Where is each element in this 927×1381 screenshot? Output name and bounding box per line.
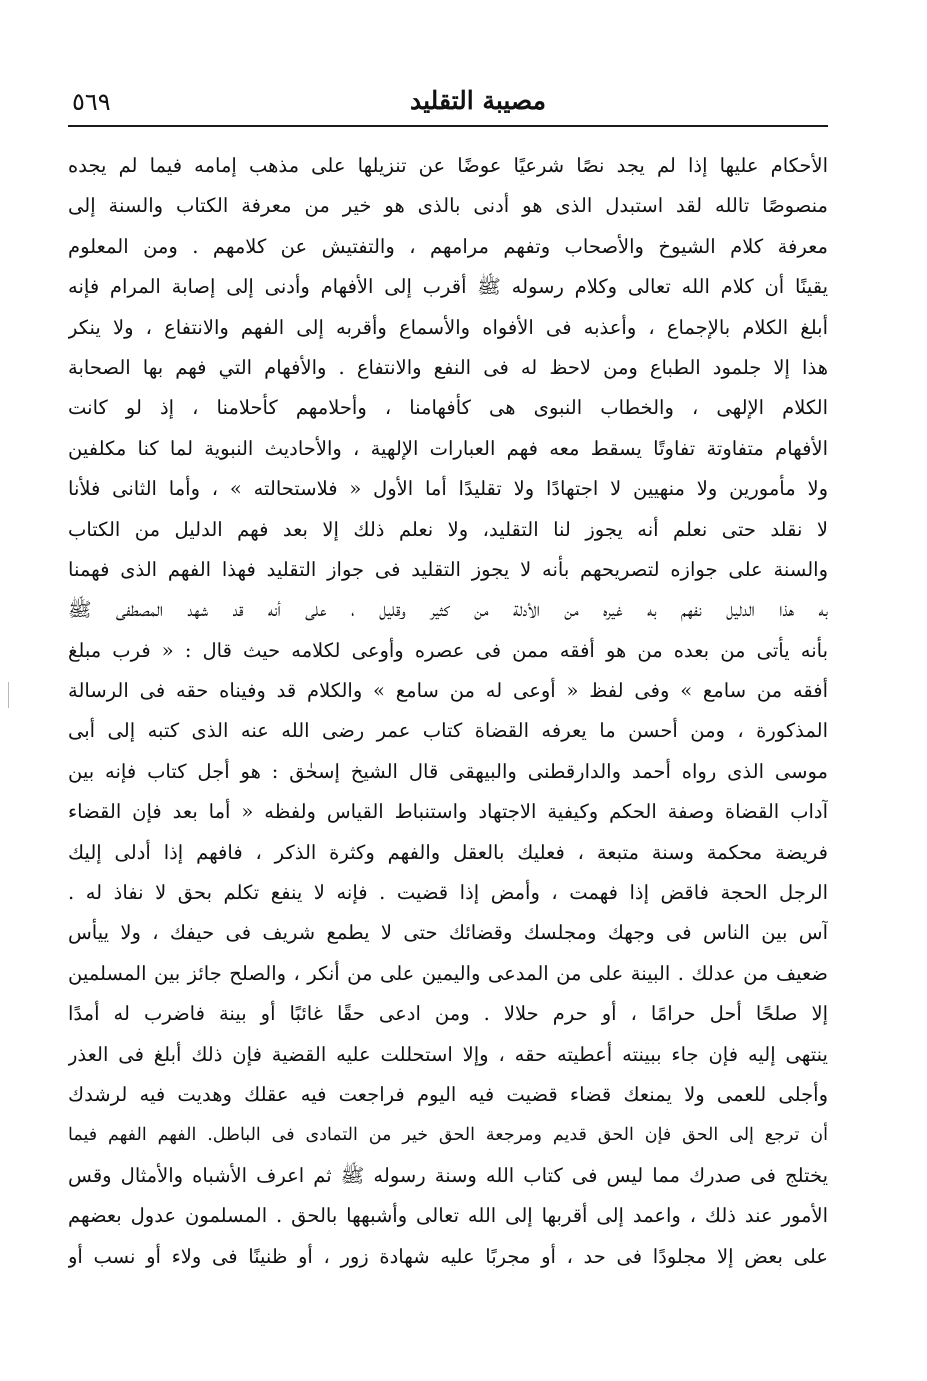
running-title: مصيبة التقليد [410, 86, 546, 115]
text-line: به هذا الدليل نفهم به غيره من الأدلة من كثير وقليل ، على أنه قد شهد المصطفى ﷺ [68, 598, 828, 622]
margin-mark [8, 682, 13, 708]
body-text [68, 146, 828, 1277]
text-line: آس بين الناس فى وجهك ومجلسك وقضائك حتى لا يطمع شريف فى حيفك ، ولا ييأس [68, 921, 828, 945]
text-line: فريضة محكمة وسنة متبعة ، فعليك بالعقل والفهم وكثرة الذكر ، فافهم إذا أدلى إليك [68, 840, 828, 864]
text-line: أفقه من سامع » وفى لفظ « أوعى له من سامع » والكلام قد وفيناه حقه فى الرسالة [68, 679, 828, 703]
text-line: ولا مأمورين ولا منهيين لا اجتهادًا ولا تقليدًا أما الأول « فلاستحالته » ، وأما الثانى فلأنا [68, 477, 828, 501]
text-line: الرجل الحجة فاقض إذا فهمت ، وأمض إذا قضيت . فإنه لا ينفع تكلم بحق لا نفاذ له . [68, 881, 828, 905]
text-line: أن ترجع إلى الحق فإن الحق قديم ومرجعة الحق خير من التمادى فى الباطل. الفهم الفهم فيما [68, 1125, 828, 1146]
text-line: وأجلى للعمى ولا يمنعك قضاء قضيت فيه اليوم فراجعت فيه عقلك وهديت فيه لرشدك [68, 1082, 828, 1106]
header-divider [68, 125, 828, 127]
text-line: معرفة كلام الشيوخ والأصحاب وتفهم مرامهم ، والتفتيش عن كلامهم . ومن المعلوم [68, 234, 828, 258]
text-line: لا نقلد حتى نعلم أنه يجوز لنا التقليد، ولا نعلم ذلك إلا بعد فهم الدليل من الكتاب [68, 517, 828, 541]
text-line: الكلام الإلهى ، والخطاب النبوى هى كأفهامنا ، وأحلامهم كأحلامنا ، إذ لو كانت [68, 396, 828, 420]
text-line: والسنة على جوازه لتصريحهم بأنه لا يجوز التقليد فى جواز التقليد فهذا الفهم الذى فهمنا [68, 557, 828, 581]
text-line: بأنه يأتى من بعده من هو أفقه ممن فى عصره وأوعى لكلامه حيث قال : « فرب مبلغ [68, 638, 828, 662]
text-line: هذا إلا جلمود الطباع ومن لاحظ له فى النفع والانتفاع . والأفهام التي فهم بها الصحابة [68, 355, 828, 379]
text-line: الأفهام متفاوتة تفاوتًا يسقط معه فهم العبارات الإلهية ، والأحاديث النبوية لما كنا مكلفين [68, 436, 828, 460]
text-line: ضعيف من عدلك . البينة على من المدعى واليمين على من أنكر ، والصلح جائز بين المسلمين [68, 961, 828, 985]
text-line: منصوصًا تالله لقد استبدل الذى هو أدنى بالذى هو خير من معرفة الكتاب والسنة إلى [68, 194, 828, 218]
text-line: المذكورة ، ومن أحسن ما يعرفه القضاة كتاب عمر رضى الله عنه الذى كتبه إلى أبى [68, 719, 828, 743]
text-line: يقينًا أن كلام الله تعالى وكلام رسوله ﷺ أقرب إلى الأفهام وأدنى إلى إصابة المرام فإنه [68, 275, 828, 299]
text-line: يختلج فى صدرك مما ليس فى كتاب الله وسنة رسوله ﷺ ثم اعرف الأشباه والأمثال وقس [68, 1163, 828, 1187]
page-number: ٥٦٩ [72, 88, 111, 116]
text-line: إلا صلحًا أحل حرامًا ، أو حرم حلالا . ومن ادعى حقًا غائبًا أو بينة فاضرب له أمدًا [68, 1002, 828, 1026]
text-line: ينتهى إليه فإن جاء ببينته أعطيته حقه ، وإلا استحللت عليه القضية فإن ذلك أبلغ فى العذر [68, 1042, 828, 1066]
text-line: الأحكام عليها إذا لم يجد نصًا شرعيًا عوضًا عن تنزيلها على مذهب إمامه فيما لم يجده [68, 154, 828, 177]
text-line: موسى الذى رواه أحمد والدارقطنى والبيهقى قال الشيخ إسحٰق : هو أجل كتاب فإنه بين [68, 759, 828, 783]
text-line: على بعض إلا مجلودًا فى حد ، أو مجربًا عليه شهادة زور ، أو ظنينًا فى ولاء أو نسب أو [68, 1244, 828, 1268]
text-line: آداب القضاة وصفة الحكم وكيفية الاجتهاد واستنباط القياس ولفظه « أما بعد فإن القضاء [68, 800, 828, 824]
page-header [68, 84, 828, 124]
text-line: الأمور عند ذلك ، واعمد إلى أقربها إلى الله تعالى وأشبهها بالحق . المسلمون عدول بعضهم [68, 1204, 828, 1228]
text-line: أبلغ الكلام بالإجماع ، وأعذبه فى الأفواه والأسماع وأقربه إلى الفهم والانتفاع ، ولا ينكر [68, 315, 828, 339]
